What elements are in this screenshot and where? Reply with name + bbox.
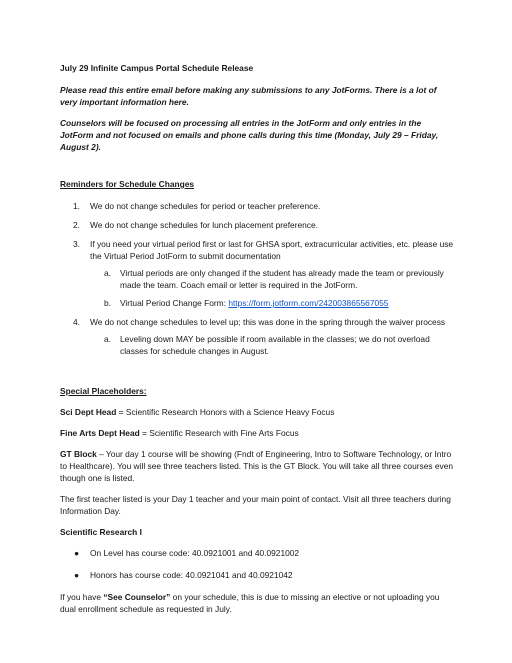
see-counselor-paragraph bbox=[60, 591, 455, 615]
document-page bbox=[60, 62, 455, 615]
reminder-item bbox=[60, 200, 455, 212]
virtual-period-form-link[interactable]: https://form.jotform.com/242003865567055 bbox=[228, 298, 389, 308]
fine-arts-label: Fine Arts Dept Head bbox=[60, 428, 140, 438]
reminder-item bbox=[60, 238, 455, 309]
gt-block-paragraph bbox=[60, 448, 455, 484]
sub-list bbox=[60, 333, 455, 357]
closing-text: on your schedule, this is due to missing an elective or not uploading you dual enrollment schedule as requested in July. bbox=[60, 592, 440, 614]
item-number: 1. bbox=[73, 201, 80, 211]
sci-dept-paragraph bbox=[60, 406, 455, 418]
sub-text: Leveling down MAY be possible if room available in the classes; we do not overload classes for schedule changes in August. bbox=[120, 334, 430, 356]
reminder-item bbox=[60, 316, 455, 357]
list-item bbox=[60, 547, 455, 559]
see-counselor-label: “See Counselor” bbox=[103, 592, 171, 602]
sub-letter: a. bbox=[104, 268, 111, 278]
scientific-research-heading: Scientific Research I bbox=[60, 527, 142, 537]
bullet-icon: ● bbox=[74, 570, 80, 580]
sub-letter: a. bbox=[104, 334, 111, 344]
reminders-list bbox=[60, 200, 455, 357]
intro-warning: Please read this entire email before making any submissions to any JotForms. There is a lot of very important information here. bbox=[60, 85, 437, 107]
sub-item bbox=[60, 333, 455, 357]
course-code-text: On Level has course code: 40.0921001 and 40.0921002 bbox=[90, 548, 300, 558]
item-text: We do not change schedules for lunch placement preference. bbox=[90, 220, 318, 230]
item-number: 2. bbox=[73, 220, 80, 230]
item-text: We do not change schedules for period or teacher preference. bbox=[90, 201, 321, 211]
sci-dept-label: Sci Dept Head bbox=[60, 407, 117, 417]
gt-block-label: GT Block bbox=[60, 449, 97, 459]
sub-text: Virtual Period Change Form: bbox=[120, 298, 229, 308]
sub-letter: b. bbox=[104, 298, 111, 308]
item-number: 3. bbox=[73, 239, 80, 249]
item-number: 4. bbox=[73, 317, 80, 327]
fine-arts-text: = Scientific Research with Fine Arts Focus bbox=[139, 428, 299, 438]
bullet-icon: ● bbox=[74, 548, 80, 558]
placeholders-heading: Special Placeholders: bbox=[60, 386, 147, 396]
reminders-heading: Reminders for Schedule Changes bbox=[60, 179, 195, 189]
gt-block-text: – Your day 1 course will be showing (Fndt of Engineering, Intro to Software Technology, or Intro to Healthcare). You will see three teachers listed. This is the GT Block. You will take all three courses even though one is listed. bbox=[60, 449, 454, 483]
intro-counselors: Counselors will be focused on processing all entries in the JotForm and only entries in the JotForm and not focused on emails and phone calls during this time (Monday, July 29 – Friday, August 2). bbox=[60, 118, 439, 152]
sub-text: Virtual periods are only changed if the student has already made the team or previously made the team. Coach email or letter is required in the JotForm. bbox=[120, 268, 444, 290]
sci-dept-text: = Scientific Research Honors with a Science Heavy Focus bbox=[116, 407, 335, 417]
sub-list bbox=[60, 267, 455, 309]
closing-text: If you have bbox=[60, 592, 104, 602]
teacher-paragraph: The first teacher listed is your Day 1 teacher and your main point of contact. Visit all three teachers during Information Day. bbox=[60, 494, 451, 516]
sub-item bbox=[60, 267, 455, 291]
sub-item bbox=[60, 297, 455, 309]
course-code-text: Honors has course code: 40.0921041 and 40.0921042 bbox=[90, 570, 293, 580]
item-text: We do not change schedules to level up; this was done in the spring through the waiver process bbox=[90, 317, 446, 327]
list-item bbox=[60, 569, 455, 581]
reminder-item bbox=[60, 219, 455, 231]
course-code-list bbox=[60, 547, 455, 581]
fine-arts-paragraph bbox=[60, 427, 455, 439]
item-text: If you need your virtual period first or last for GHSA sport, extracurricular activities, etc. please use the Virtual Period JotForm to submit documentation bbox=[90, 239, 454, 261]
document-title: July 29 Infinite Campus Portal Schedule Release bbox=[60, 63, 254, 73]
